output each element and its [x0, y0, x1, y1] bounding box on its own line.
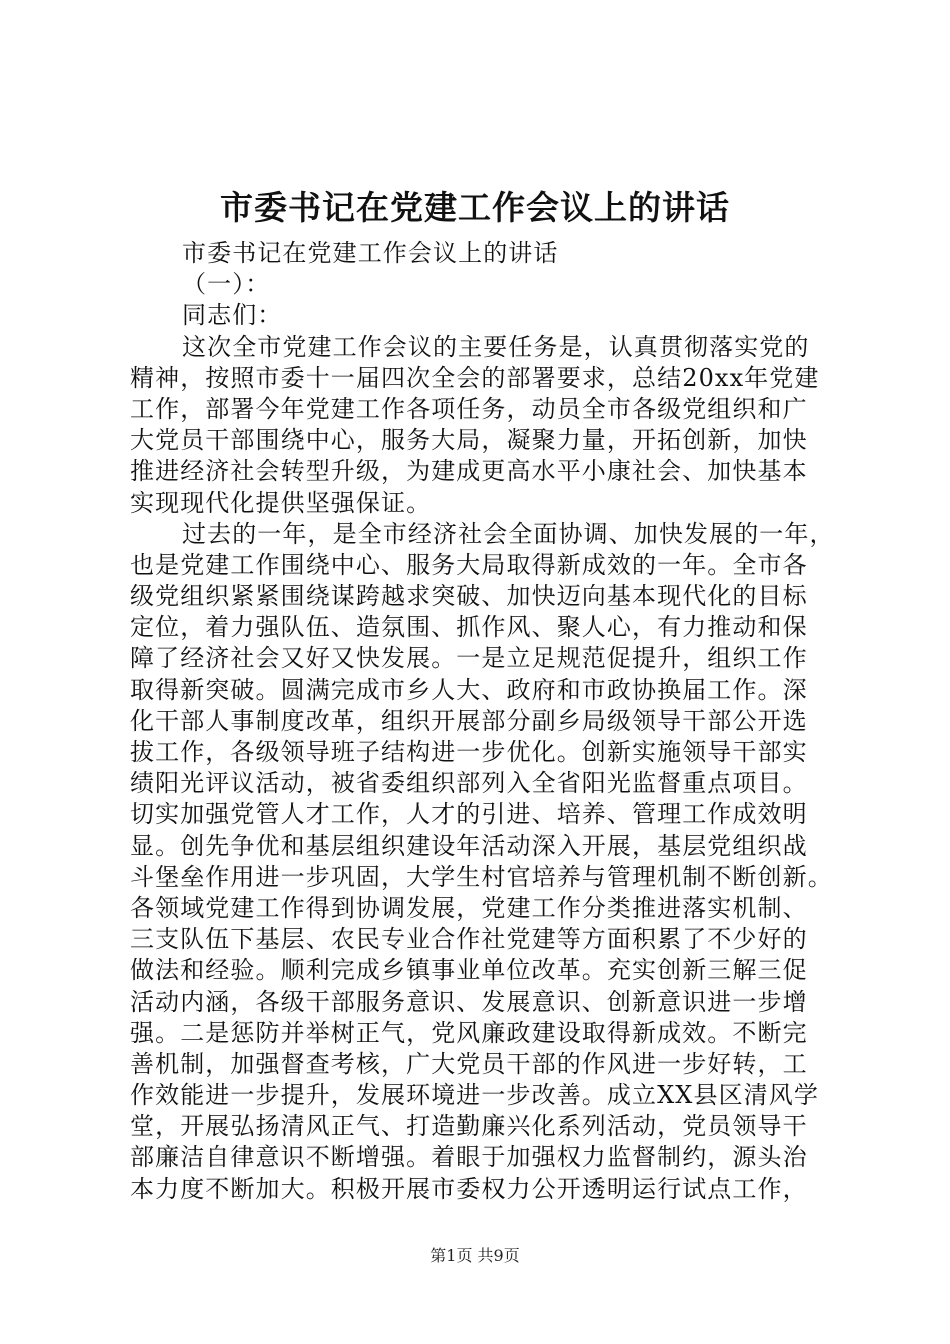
paragraph-line: 善机制，加强督查考核，广大党员干部的作风进一步好转，工	[130, 1049, 808, 1078]
paragraph-line: 工作，部署今年党建工作各项任务，动员全市各级党组织和广	[130, 394, 808, 423]
subtitle-line: 市委书记在党建工作会议上的讲话	[182, 239, 559, 267]
paragraph-line: 大党员干部围绕中心，服务大局，凝聚力量，开拓创新，加快	[130, 426, 808, 455]
paragraph-line: 斗堡垒作用进一步巩固，大学生村官培养与管理机制不断创新。	[130, 862, 833, 891]
paragraph-line: 定位，着力强队伍、造氛围、抓作风、聚人心，有力推动和保	[130, 613, 808, 642]
salutation: 同志们：	[182, 301, 283, 330]
paragraph-line: 做法和经验。顺利完成乡镇事业单位改革。充实创新三解三促	[130, 956, 808, 985]
paragraph-line: 三支队伍下基层、农民专业合作社党建等方面积累了不少好的	[130, 925, 808, 954]
paragraph-line: 堂，开展弘扬清风正气、打造勤廉兴化系列活动，党员领导干	[130, 1112, 808, 1141]
paragraph-line: 级党组织紧紧围绕谋跨越求突破、加快迈向基本现代化的目标	[130, 582, 808, 611]
section-marker: （一）：	[182, 270, 271, 299]
paragraph-line: 推进经济社会转型升级，为建成更高水平小康社会、加快基本	[130, 457, 808, 486]
paragraph-line: 实现现代化提供坚强保证。	[130, 488, 432, 517]
paragraph-line: 取得新突破。圆满完成市乡人大、政府和市政协换届工作。深	[130, 675, 808, 704]
paragraph-line: 显。创先争优和基层组织建设年活动深入开展，基层党组织战	[130, 831, 808, 860]
paragraph-line: 障了经济社会又好又快发展。一是立足规范促提升，组织工作	[130, 644, 808, 673]
paragraph-line: 化干部人事制度改革，组织开展部分副乡局级领导干部公开选	[130, 706, 808, 735]
paragraph-line: 拔工作，各级领导班子结构进一步优化。创新实施领导干部实	[130, 738, 808, 766]
paragraph-line: 过去的一年，是全市经济社会全面协调、加快发展的一年，	[182, 519, 835, 548]
paragraph-line: 精神，按照市委十一届四次全会的部署要求，总结20xx年党建	[130, 363, 820, 392]
document-title: 市委书记在党建工作会议上的讲话	[220, 188, 730, 227]
paragraph-line: 部廉洁自律意识不断增强。着眼于加强权力监督制约，源头治	[130, 1143, 808, 1172]
paragraph-line: 各领域党建工作得到协调发展，党建工作分类推进落实机制、	[130, 893, 808, 922]
paragraph-line: 作效能进一步提升，发展环境进一步改善。成立XX县区清风学	[130, 1081, 819, 1110]
paragraph-line: 绩阳光评议活动，被省委组织部列入全省阳光监督重点项目。	[130, 769, 808, 798]
paragraph-line: 这次全市党建工作会议的主要任务是，认真贯彻落实党的	[182, 332, 810, 361]
paragraph-line: 也是党建工作围绕中心、服务大局取得新成效的一年。全市各	[130, 550, 808, 579]
page-number: 第1页 共9页	[430, 1246, 520, 1265]
paragraph-line: 强。二是惩防并举树正气，党风廉政建设取得新成效。不断完	[130, 1018, 808, 1047]
paragraph-line: 切实加强党管人才工作，人才的引进、培养、管理工作成效明	[130, 800, 808, 829]
paragraph-line: 活动内涵，各级干部服务意识、发展意识、创新意识进一步增	[130, 987, 808, 1016]
paragraph-line: 本力度不断加大。积极开展市委权力公开透明运行试点工作，	[130, 1174, 808, 1203]
document-body	[130, 238, 835, 1205]
